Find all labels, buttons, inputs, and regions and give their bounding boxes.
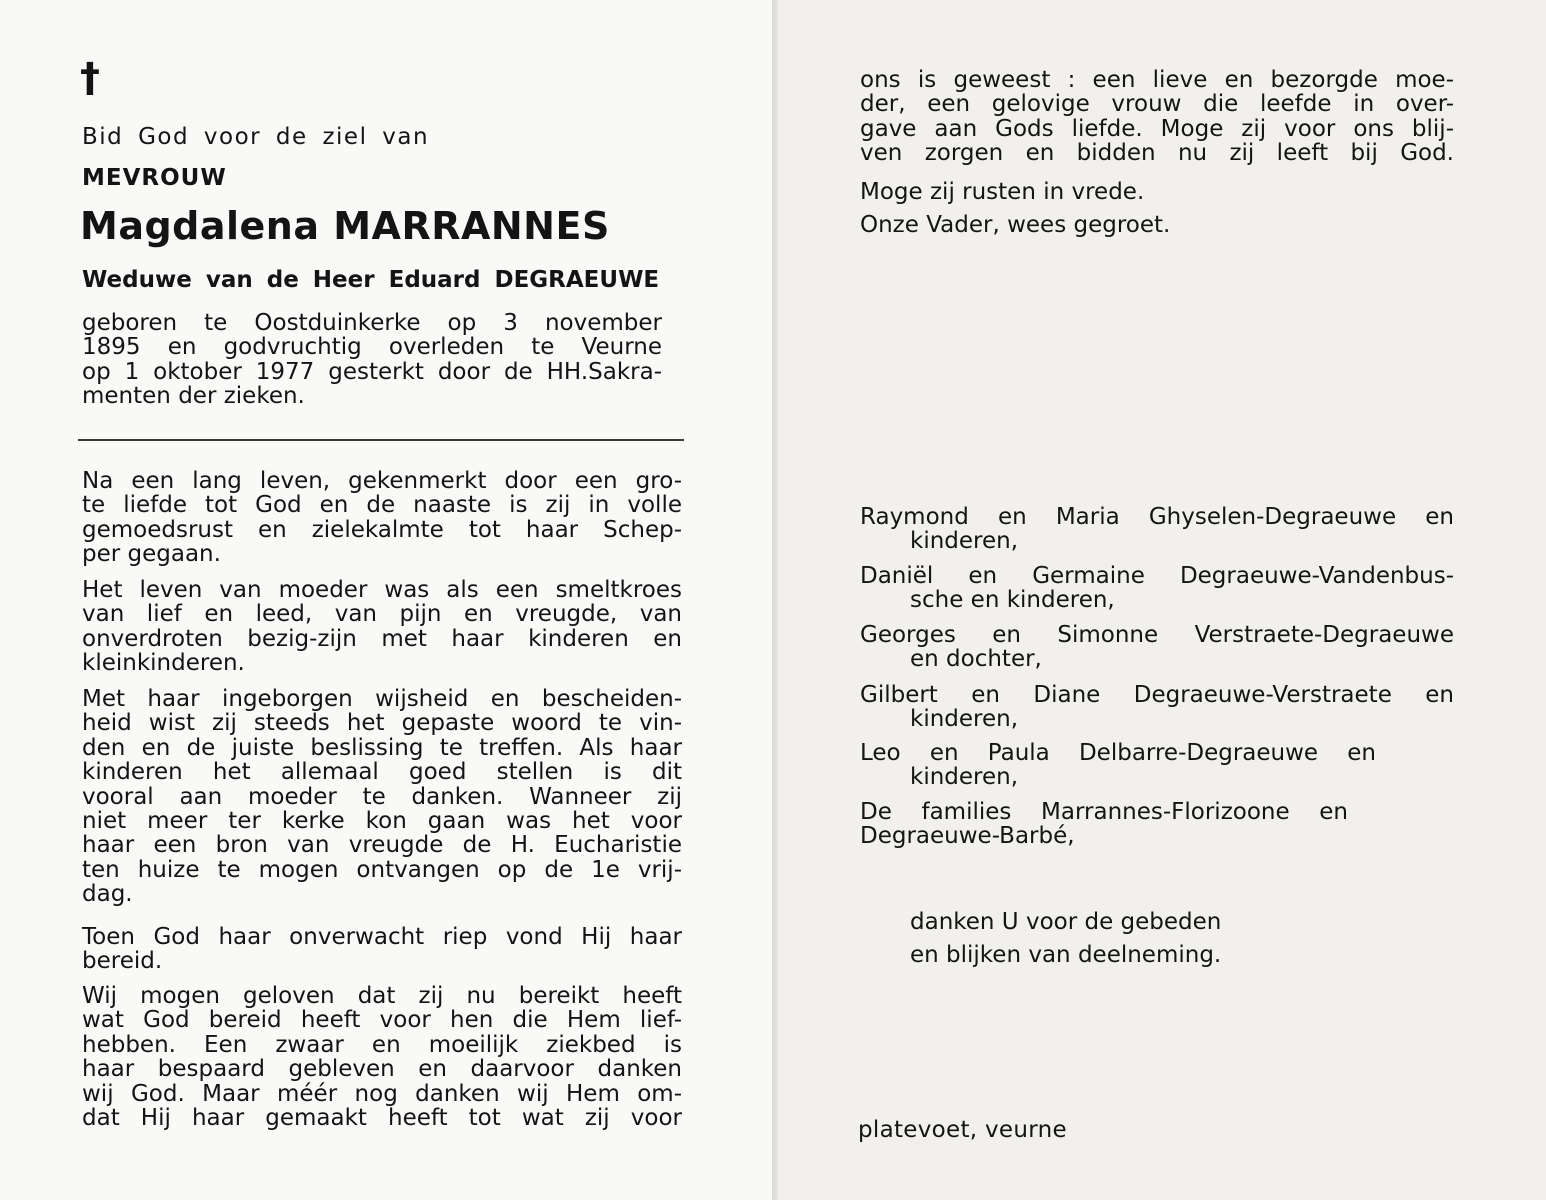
bio-line: op 1 oktober 1977 gesterkt door de HH.Sakra-: [82, 358, 662, 385]
text-line: kleinkinderen.: [82, 650, 245, 677]
rest-in-peace: Moge zij rusten in vrede.: [860, 179, 1145, 205]
intro-line: Bid God voor de ziel van: [82, 124, 430, 150]
text-line: den en de juiste beslissing te treffen. Als haar: [82, 734, 682, 761]
thanks-block: [910, 906, 1221, 972]
family-line: kinderen,: [910, 528, 1019, 554]
family-line: kinderen,: [910, 706, 1019, 732]
text-line: Met haar ingeborgen wijsheid en bescheiden-: [82, 686, 682, 712]
text-line: wij God. Maar méér nog danken wij Hem om-: [82, 1080, 682, 1107]
text-line: Toen God haar onverwacht riep vond Hij haar: [82, 924, 682, 950]
bio-line: menten der zieken.: [82, 383, 305, 410]
text-line: van lief en leed, van pijn en vreugde, van: [82, 601, 682, 628]
text-line: dat Hij haar gemaakt heeft tot wat zij voor: [82, 1104, 682, 1131]
family-entry: [860, 800, 1348, 848]
bio-line: geboren te Oostduinkerke op 3 november: [82, 310, 662, 336]
text-line: niet meer ter kerke kon gaan was het voor: [82, 807, 682, 834]
family-entry: [860, 623, 1454, 671]
text-line: Wij mogen geloven dat zij nu bereikt heeft: [82, 983, 682, 1009]
family-line: en dochter,: [910, 646, 1042, 672]
printer-credit: platevoet, veurne: [858, 1117, 1067, 1143]
text-line: onverdroten bezig-zijn met haar kinderen en: [82, 625, 682, 652]
family-entry: [860, 683, 1454, 731]
thanks-line: en blijken van deelneming.: [910, 942, 1222, 968]
text-line: heid wist zij steeds het gepaste woord te vin-: [82, 710, 682, 737]
biography: [82, 311, 662, 409]
text-line: bereid.: [82, 948, 163, 975]
family-line: Georges en Simonne Verstraete-Degraeuwe: [860, 622, 1454, 648]
family-entry: [860, 564, 1454, 612]
paragraph-wisdom: [82, 687, 682, 907]
paragraph-called: [82, 925, 682, 974]
family-entry: [860, 505, 1454, 553]
family-line: De families Marrannes-Florizoone en: [860, 799, 1348, 825]
family-line: kinderen,: [910, 764, 1019, 790]
family-line: Leo en Paula Delbarre-Degraeuwe en: [860, 740, 1376, 766]
text-line: der, een gelovige vrouw die leefde in over-: [860, 91, 1454, 118]
text-line: Na een lang leven, gekenmerkt door een gro-: [82, 468, 682, 494]
paragraph-continuation: [860, 68, 1454, 166]
text-line: haar bespaard gebleven en daarvoor danken: [82, 1056, 682, 1083]
widow-line: Weduwe van de Heer Eduard DEGRAEUWE: [82, 267, 660, 293]
text-line: te liefde tot God en de naaste is zij in volle: [82, 492, 682, 519]
text-line: Het leven van moeder was als een smeltkroes: [82, 577, 682, 603]
text-line: wat God bereid heeft voor hen die Hem lief-: [82, 1007, 682, 1034]
text-line: gave aan Gods liefde. Moge zij voor ons blij-: [860, 115, 1454, 142]
honorific: MEVROUW: [82, 165, 227, 191]
divider-line: [78, 439, 684, 441]
thanks-line: danken U voor de gebeden: [910, 909, 1222, 935]
family-line: Daniël en Germaine Degraeuwe-Vandenbus-: [860, 563, 1454, 589]
text-line: ons is geweest : een lieve en bezorgde moe-: [860, 67, 1454, 93]
text-line: ten huize te mogen ontvangen op de 1e vrij-: [82, 856, 682, 883]
family-line: Degraeuwe-Barbé,: [860, 823, 1075, 849]
text-line: gemoedsrust en zielekalmte tot haar Schep-: [82, 516, 682, 543]
family-entry: [860, 741, 1376, 789]
text-line: vooral aan moeder te danken. Wanneer zij: [82, 783, 682, 810]
family-line: Raymond en Maria Ghyselen-Degraeuwe en: [860, 504, 1454, 530]
deceased-name: Magdalena MARRANNES: [80, 204, 610, 248]
paragraph-mother-life: [82, 578, 682, 676]
text-line: kinderen het allemaal goed stellen is dit: [82, 759, 682, 786]
prayer-line: Onze Vader, wees gegroet.: [860, 212, 1171, 238]
cross-icon: †: [80, 55, 100, 101]
text-line: hebben. Een zwaar en moeilijk ziekbed is: [82, 1031, 682, 1058]
family-line: sche en kinderen,: [910, 587, 1115, 613]
bio-line: 1895 en godvruchtig overleden te Veurne: [82, 334, 662, 361]
text-line: per gegaan.: [82, 541, 221, 568]
text-line: haar een bron van vreugde de H. Eucharistie: [82, 832, 682, 859]
family-line: Gilbert en Diane Degraeuwe-Verstraete en: [860, 682, 1454, 708]
text-line: dag.: [82, 881, 133, 908]
text-line: ven zorgen en bidden nu zij leeft bij God.: [860, 140, 1454, 167]
paragraph-faith: [82, 984, 682, 1130]
paragraph-long-life: [82, 469, 682, 567]
